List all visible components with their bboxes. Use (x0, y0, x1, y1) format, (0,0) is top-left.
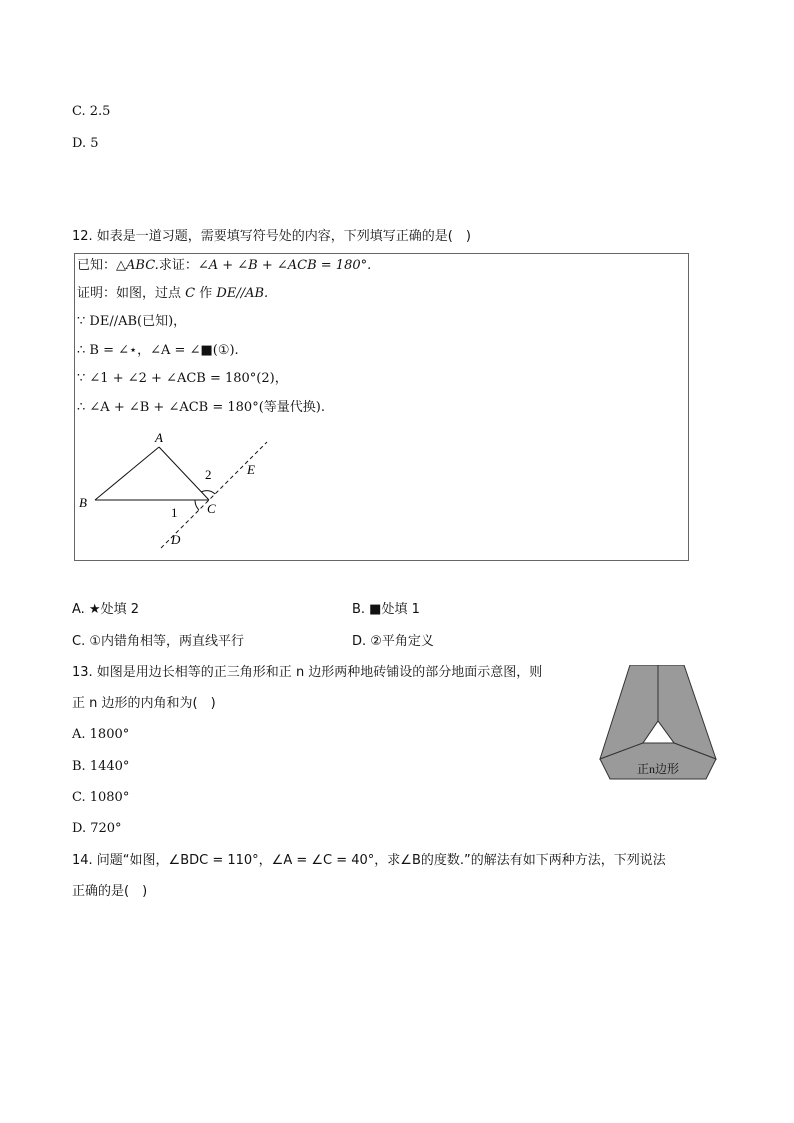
label-2: 2 (205, 467, 212, 482)
proof-triangle: △ABC. (116, 258, 159, 273)
q13-stem-line-2: 正 n 边形的内角和为( ) (72, 696, 216, 711)
option-c-prev: C. 2.5 (72, 104, 111, 119)
option-d-prev: D. 5 (72, 136, 99, 151)
proof-parallel: DE//AB. (216, 286, 269, 301)
q12-option-b: B. ■处填 1 (352, 602, 420, 617)
q12-option-d: D. ②平角定义 (352, 634, 434, 649)
proof-line-5: ∵ ∠1 + ∠2 + ∠ACB = 180°(2)， (77, 371, 288, 386)
q12-proof-box (74, 253, 689, 561)
label-1: 1 (171, 505, 178, 520)
proof-formula: ∠A + ∠B + ∠ACB = 180°. (197, 258, 372, 273)
q12-stem: 12. 如表是一道习题，需要填写符号处的内容，下列填写正确的是( ) (72, 229, 471, 244)
proof-line-4: ∴ B = ∠⋆，∠A = ∠■(①). (77, 343, 239, 358)
q12-option-c: C. ①内错角相等，两直线平行 (72, 634, 244, 649)
label-d: D (171, 532, 181, 547)
label-c: C (207, 501, 216, 516)
tiling-figure (596, 665, 720, 783)
segment-ba (95, 447, 159, 500)
q13-stem-line-1: 13. 如图是用边长相等的正三角形和正 n 边形两种地砖铺设的部分地面示意图，则 (72, 665, 543, 680)
label-a: A (155, 430, 163, 445)
proof-make: 作 (199, 286, 213, 301)
proof-point-c: C (185, 286, 196, 301)
proof-known-label: 已知： (77, 258, 117, 273)
angle-1-arc (195, 500, 199, 510)
q13-option-a: A. 1800° (72, 727, 130, 742)
proof-line-6: ∴ ∠A + ∠B + ∠ACB = 180°(等量代换). (77, 400, 325, 415)
label-b: B (79, 495, 87, 510)
q14-stem-line-1: 14. 问题“如图，∠BDC = 110°，∠A = ∠C = 40°，求∠B的度数.”的解法有如下两种方法，下列说法 (72, 853, 666, 868)
q13-option-c: C. 1080° (72, 790, 130, 805)
triangle-figure (75, 254, 688, 560)
proof-prove-label: 求证： (158, 258, 198, 273)
q14-stem-line-2: 正确的是( ) (72, 884, 148, 899)
n-gon-label: 正n边形 (636, 762, 680, 776)
q12-option-a: A. ★处填 2 (72, 602, 139, 617)
q13-option-d: D. 720° (72, 821, 122, 836)
proof-line-2-text: 证明：如图，过点 (77, 286, 182, 301)
proof-line-3: ∵ DE//AB(已知)， (77, 314, 187, 329)
label-e: E (247, 462, 255, 477)
q13-option-b: B. 1440° (72, 759, 130, 774)
